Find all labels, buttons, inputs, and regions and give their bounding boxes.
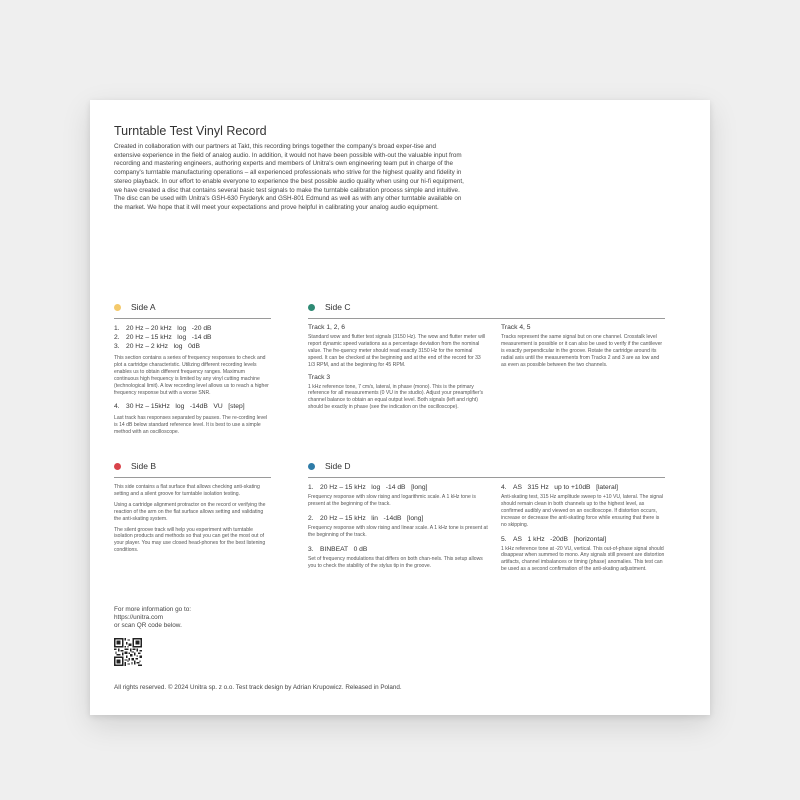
side-d-desc-3: Set of frequency modulations that differs on both chan-nels. This setup allows you to check the stability of the stylus tip in the groove. bbox=[308, 555, 483, 569]
side-d-track-3: 3. BINBEAT 0 dB bbox=[308, 545, 368, 553]
side-a-desc-1: This section contains a series of frequency responses to check and plot a cartridge characteristic. Utilizing different recording levels enables us to obtain different frequency ranges. Maximum continuous high frequency is limited by any vinyl cutting machine (technological limit). A low recording level allows us to reach a higher frequency response but with a worse SNR. bbox=[114, 355, 269, 396]
side-c-col-left bbox=[308, 324, 488, 411]
side-d-track-2: 2. 20 Hz – 15 kHz lin -14dB [long] bbox=[308, 514, 424, 522]
qr-code-icon[interactable] bbox=[114, 638, 142, 666]
side-d-track-5: 5. AS 1 kHz -20dB [horizontal] bbox=[501, 535, 607, 543]
side-c-desc-1: Standard wow and flutter test signals (3150 Hz). The wow and flutter meter will report dynamic speed variations as a percentage deviation from the nominal value. The fre-quency meter should read exactly 3150 Hz for the nominal speed. It can be checked at the beginning and at the end of the record for 33 1/3 RPM, and at the beginning for 45 RPM. bbox=[308, 334, 486, 368]
side-b-desc-3: The silent groove track will help you experiment with turntable isolation products and methods so that you can get the most out of your player. You may use closed head-phones for the best listening conditions. bbox=[114, 526, 266, 554]
side-c-track-4-5-heading: Track 4, 5 bbox=[501, 324, 531, 331]
website-link[interactable]: https://unitra.com bbox=[114, 614, 164, 622]
side-d-col-left bbox=[308, 483, 488, 569]
side-d-title: Side D bbox=[325, 461, 351, 471]
side-d-dot bbox=[308, 463, 315, 470]
side-b-title: Side B bbox=[131, 461, 157, 471]
side-c-track-3-heading: Track 3 bbox=[308, 373, 331, 381]
side-d-desc-5: 1 kHz reference tone at -20 VU, vertical. This out-of-phase signal should disappear when summed to mono. Any signals still present are distortion artifacts, channel imbalances or timing (phase) anomalies. This test can be used as a second confirmation of the anti-skating adjustment. bbox=[501, 545, 665, 573]
side-b-desc-1: This side contains a flat surface that allows checking anti-skating setting and a silent groove for turntable isolation testing. bbox=[114, 484, 260, 497]
side-a-track-2: 2. 20 Hz – 15 kHz log -14 dB bbox=[114, 334, 212, 341]
copyright-notice: All rights reserved. © 2024 Unitra sp. z o.o. Test track design by Adrian Krupowicz. Released in Poland. bbox=[114, 684, 402, 691]
side-b-heading bbox=[114, 461, 156, 471]
side-a-track-3: 3. 20 Hz – 2 kHz log 0dB bbox=[114, 343, 200, 350]
side-d-desc-1: Frequency response with slow rising and logarithmic scale. A 1 kHz tone is present at the beginning of the track. bbox=[308, 494, 476, 507]
side-a-track-1: 1. 20 Hz – 20 kHz log -20 dB bbox=[114, 325, 212, 332]
side-c-desc-3: Tracks represent the same signal but on one channel. Crosstalk level measurement is possible or it can also be used to verify if the cantilever is exactly perpendicular in the groove. Rotate the cartridge around its radial axis until the measurements from Tracks 2 and 3 are as low and as even as possible between the two channels. bbox=[501, 334, 663, 368]
more-info-block bbox=[114, 606, 191, 631]
side-b-desc-2: Using a cartridge alignment protractor on the record or verifying the reaction of the arm on the flat surface allows setting and validating the anti-skating system. bbox=[114, 501, 266, 522]
side-a-dot bbox=[114, 304, 121, 311]
side-c-col-right bbox=[501, 324, 665, 369]
side-d-heading bbox=[308, 461, 351, 471]
side-d-desc-4: Anti-skating test, 315 Hz amplitude sweep to +10 VU, lateral. The signal should remain clean in both channels up to the highest level, as confirmed audibly and viewed on an oscilloscope. If distortion occurs, increase or decrease the anti-skating force while ensuring that there is no skipping. bbox=[501, 494, 664, 528]
side-a-desc-2: Last track has responses separated by pauses. The re-cording level is 14 dB below standard reference level. It is best to use a simple method with an oscilloscope. bbox=[114, 415, 268, 436]
side-c-title: Side C bbox=[325, 302, 351, 312]
side-a-divider bbox=[114, 318, 271, 319]
side-d-track-1: 1. 20 Hz – 15 kHz log -14 dB [long] bbox=[308, 484, 428, 491]
record-sleeve bbox=[90, 100, 710, 715]
side-a-heading bbox=[114, 302, 156, 312]
side-a-content bbox=[114, 324, 271, 436]
side-c-dot bbox=[308, 304, 315, 311]
side-b-content bbox=[114, 484, 271, 554]
side-d-track-4: 4. AS 315 Hz up to +10dB [lateral] bbox=[501, 484, 619, 491]
side-d-col-right bbox=[501, 483, 665, 573]
side-a-title: Side A bbox=[131, 302, 156, 312]
side-a-track-4: 4. 30 Hz – 15kHz log -14dB VU [step] bbox=[114, 403, 245, 411]
side-c-divider bbox=[308, 318, 665, 319]
side-c-track-1-2-6-heading: Track 1, 2, 6 bbox=[308, 324, 345, 331]
side-c-heading bbox=[308, 302, 351, 312]
side-b-dot bbox=[114, 463, 121, 470]
side-c-desc-2: 1 kHz reference tone, 7 cm/s, lateral, in phase (mono). This is the primary reference for all measurements (0 VU in the studio). Adjust your preamplifier's channel balance to obtain an equal output level. Both signals (left and right) should be exactly in phase (see the indication on the oscilloscope). bbox=[308, 383, 484, 411]
page-title: Turntable Test Vinyl Record bbox=[114, 124, 267, 138]
more-info-label: For more information go to: bbox=[114, 606, 192, 613]
qr-instruction: or scan QR code below. bbox=[114, 622, 182, 630]
side-b-divider bbox=[114, 477, 271, 478]
intro-paragraph: Created in collaboration with our partners at Takt, this recording brings together the company's broad exper-tise and extensive experience in the field of analog audio. In addition, it would not have been possible with-out the valuable input from recording and mastering engineers, authoring experts and members of Unitra's own engineering team put in charge of the company's turntable manufacturing operations – all experienced professionals who strive for the highest quality and fidelity in stereo playback. In our effort to enable everyone to experience the best possible audio quality when using our hi-fi equipment, we have created a disc that contains several basic test signals to make the turntable calibration process simple and intuitive. The disc can be used with Unitra's GSH-630 Fryderyk and GSH-801 Edmund as well as with any other turntable available on the market. We hope that it will meet your expectations and prove helpful in calibrating your analog audio equipment. bbox=[114, 143, 464, 211]
side-d-desc-2: Frequency response with slow rising and linear scale. A 1 kHz tone is present at the beginning of the track. bbox=[308, 524, 488, 538]
side-d-divider bbox=[308, 477, 665, 478]
